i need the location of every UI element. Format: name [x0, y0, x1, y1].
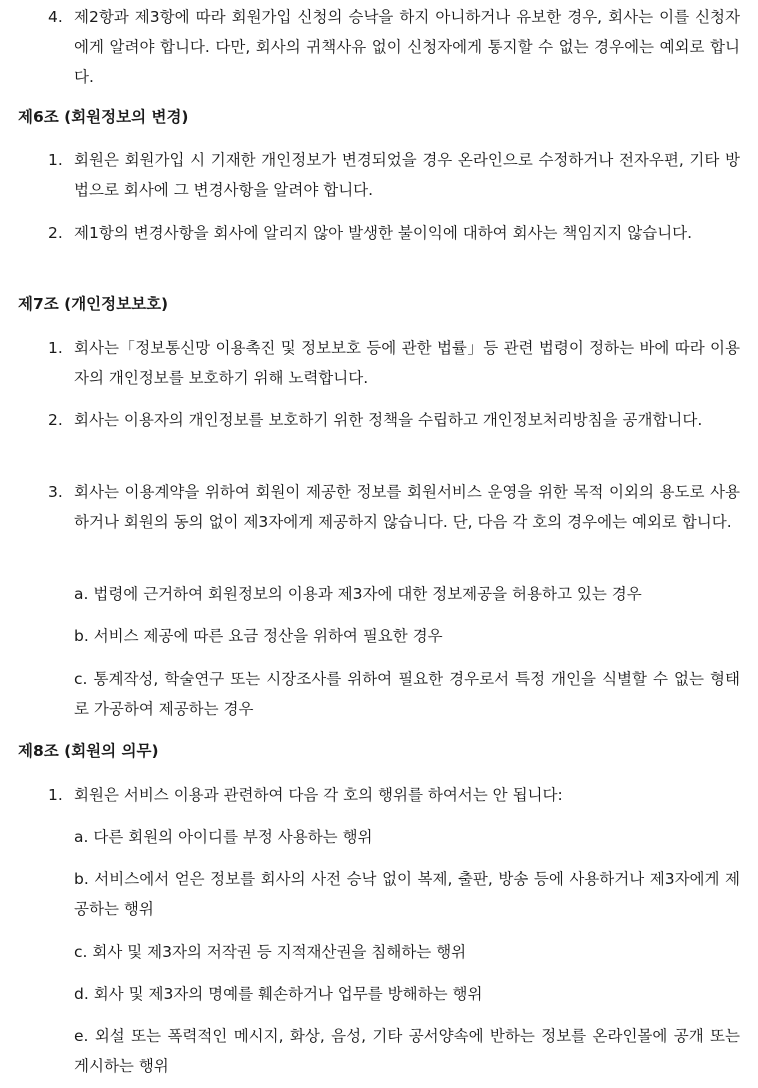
art5-item4-number: 4.	[48, 8, 63, 26]
art8-sub-a: a. 다른 회원의 아이디를 부정 사용하는 행위	[74, 828, 373, 846]
art7-item3-number: 3.	[48, 483, 63, 501]
art7-item2-text: 회사는 이용자의 개인정보를 보호하기 위한 정책을 수립하고 개인정보처리방침을 공개합니다.	[74, 411, 703, 429]
art7-heading: 제7조 (개인정보보호)	[18, 295, 169, 313]
art7-sub-c: c. 통계작성, 학술연구 또는 시장조사를 위하여 필요한 경우로서 특정 개인을 식별할 수 없는 형태로 가공하여 제공하는 경우	[74, 670, 740, 718]
art5-item4-text: 제2항과 제3항에 따라 회원가입 신청의 승낙을 하지 아니하거나 유보한 경우, 회사는 이를 신청자에게 알려야 합니다. 다만, 회사의 귀책사유 없이 신청자에게 통지할 수 없는 경우에는 예외로 합니다.	[74, 8, 740, 86]
art8-sub-e: e. 외설 또는 폭력적인 메시지, 화상, 음성, 기타 공서양속에 반하는 정보를 온라인몰에 공개 또는 게시하는 행위	[74, 1027, 740, 1075]
art8-sub-c: c. 회사 및 제3자의 저작권 등 지적재산권을 침해하는 행위	[74, 943, 467, 961]
art7-sub-b: b. 서비스 제공에 따른 요금 정산을 위하여 필요한 경우	[74, 627, 443, 645]
art8-sub-b: b. 서비스에서 얻은 정보를 회사의 사전 승낙 없이 복제, 출판, 방송 등에 사용하거나 제3자에게 제공하는 행위	[74, 870, 740, 918]
art8-sub-d: d. 회사 및 제3자의 명예를 훼손하거나 업무를 방해하는 행위	[74, 985, 483, 1003]
art6-heading: 제6조 (회원정보의 변경)	[18, 108, 189, 126]
art6-item1-number: 1.	[48, 151, 63, 169]
art7-item2-number: 2.	[48, 411, 63, 429]
art7-item3-text: 회사는 이용계약을 위하여 회원이 제공한 정보를 회원서비스 운영을 위한 목적 이외의 용도로 사용하거나 회원의 동의 없이 제3자에게 제공하지 않습니다. 단, 다음 각 호의 경우에는 예외로 합니다.	[74, 483, 740, 531]
art8-item1-number: 1.	[48, 786, 63, 804]
art6-item1-text: 회원은 회원가입 시 기재한 개인정보가 변경되었을 경우 온라인으로 수정하거나 전자우편, 기타 방법으로 회사에 그 변경사항을 알려야 합니다.	[74, 151, 740, 199]
art7-sub-a: a. 법령에 근거하여 회원정보의 이용과 제3자에 대한 정보제공을 허용하고 있는 경우	[74, 585, 642, 603]
art7-item1-text: 회사는「정보통신망 이용촉진 및 정보보호 등에 관한 법률」등 관련 법령이 정하는 바에 따라 이용자의 개인정보를 보호하기 위해 노력합니다.	[74, 339, 740, 387]
art6-item2-number: 2.	[48, 224, 63, 242]
art8-heading: 제8조 (회원의 의무)	[18, 742, 159, 760]
art7-item1-number: 1.	[48, 339, 63, 357]
art6-item2-text: 제1항의 변경사항을 회사에 알리지 않아 발생한 불이익에 대하여 회사는 책임지지 않습니다.	[74, 224, 693, 242]
art8-item1-text: 회원은 서비스 이용과 관련하여 다음 각 호의 행위를 하여서는 안 됩니다:	[74, 786, 563, 804]
